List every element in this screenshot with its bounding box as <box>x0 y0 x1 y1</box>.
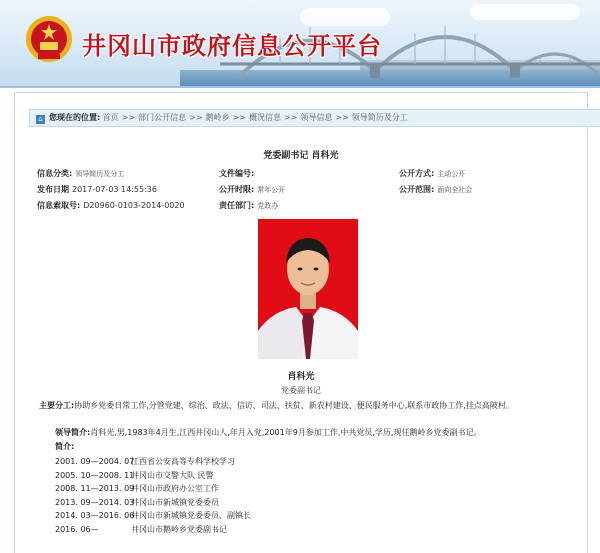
resume-period: 2014. 03—2016. 06 <box>55 511 135 520</box>
meta-public-method-value: 主动公开 <box>437 170 466 178</box>
bio-label: 领导简介: <box>55 428 91 437</box>
duty-label: 主要分工: <box>39 401 75 410</box>
meta-doc-number-label: 文件编号: <box>219 169 255 178</box>
meta-publish-date <box>37 184 157 195</box>
breadcrumb-item-leader-resume[interactable]: 领导简历及分工 <box>351 113 408 122</box>
page-title: 党委副书记 肖科光 <box>263 151 339 161</box>
list-item <box>55 496 251 510</box>
leader-name: 肖科光 <box>287 372 315 382</box>
resume-period: 2005. 10—2008. 11 <box>55 470 135 480</box>
list-item <box>55 482 251 496</box>
meta-public-method-label: 公开方式: <box>399 169 435 178</box>
resume-desc: 井冈山市政府办公室工作 <box>131 484 219 493</box>
meta-index-number-label: 信息索取号: <box>37 201 81 210</box>
meta-publish-date-value: 2017-07-03 14:55:36 <box>72 185 157 194</box>
home-icon: ⌂ <box>36 115 45 124</box>
meta-public-time <box>219 184 285 195</box>
list-item <box>55 509 251 523</box>
breadcrumb-separator: >> <box>232 113 246 122</box>
site-banner <box>0 0 600 88</box>
breadcrumb-item-department-info[interactable]: 部门公开信息 <box>138 113 187 122</box>
meta-category <box>37 168 124 179</box>
resume-desc: 江西省公安高等专科学校学习 <box>131 457 235 466</box>
breadcrumb-lead: 您现在的位置: <box>49 113 101 122</box>
meta-department-label: 责任部门: <box>219 201 255 210</box>
resume-period: 2016. 06— <box>55 524 99 534</box>
meta-public-scope <box>399 184 472 195</box>
breadcrumb-item-home[interactable]: 首页 <box>102 113 119 122</box>
bio-text: 肖科光,男,1983年4月生,江西井冈山人,年月入党,2001年9月参加工作,中共党员,学历,现任鹅岭乡党委副书记。 <box>90 428 482 437</box>
breadcrumb-separator: >> <box>335 113 349 122</box>
meta-public-time-label: 公开时限: <box>219 185 255 194</box>
resume-desc: 井冈山市交警大队 民警 <box>131 470 214 480</box>
resume-period: 2001. 09—2004. 07 <box>55 457 135 466</box>
breadcrumb-separator: >> <box>283 113 298 122</box>
meta-category-label: 信息分类: <box>37 169 73 178</box>
bio-paragraph <box>55 427 575 438</box>
list-item <box>55 469 251 483</box>
content-frame <box>14 92 588 553</box>
meta-index-number-value: D20960-0103-2014-0020 <box>83 201 185 210</box>
duty-paragraph <box>39 399 569 412</box>
meta-public-scope-value: 面向全社会 <box>437 186 473 194</box>
resume-heading: 简介: <box>55 442 75 451</box>
resume-list <box>55 455 251 536</box>
meta-department-value: 党政办 <box>257 202 279 210</box>
resume-desc: 井冈山市鹅岭乡党委副书记 <box>131 524 227 534</box>
site-title: 井冈山市政府信息公开平台 <box>82 31 382 60</box>
breadcrumb-item-leader-info[interactable]: 领导信息 <box>300 113 333 122</box>
breadcrumb-item-township[interactable]: 鹅岭乡 <box>205 113 230 122</box>
meta-publish-date-label: 发布日期 <box>37 185 69 194</box>
resume-period: 2008. 11—2013. 09 <box>55 484 135 493</box>
breadcrumb <box>29 109 600 127</box>
meta-department <box>219 200 278 211</box>
national-emblem-icon <box>24 14 74 64</box>
leader-position: 党委副书记 <box>281 386 321 395</box>
meta-public-time-value: 常年公开 <box>257 186 286 194</box>
meta-public-method <box>399 168 465 179</box>
list-item <box>55 455 251 469</box>
breadcrumb-separator: >> <box>121 113 136 122</box>
meta-index-number <box>37 200 185 211</box>
meta-public-scope-label: 公开范围: <box>399 185 435 194</box>
portrait-illustration <box>258 219 358 359</box>
breadcrumb-separator: >> <box>189 113 203 122</box>
duty-text: 协助乡党委日常工作,分管党建、综治、政法、信访、司法、扶贫、新农村建设、便民服务中心,联系市政协工作,挂点高陂村。 <box>74 401 514 410</box>
leader-portrait <box>258 219 358 359</box>
meta-category-value: 领导简历及分工 <box>75 170 125 178</box>
list-item <box>55 523 251 537</box>
resume-desc: 井冈山市新城镇党委委员、副镇长 <box>131 511 251 520</box>
resume-desc: 井冈山市新城镇党委委员 <box>131 497 219 507</box>
breadcrumb-item-overview[interactable]: 概况信息 <box>248 113 281 122</box>
resume-period: 2013. 09—2014. 03 <box>55 497 135 507</box>
meta-doc-number <box>219 168 257 179</box>
